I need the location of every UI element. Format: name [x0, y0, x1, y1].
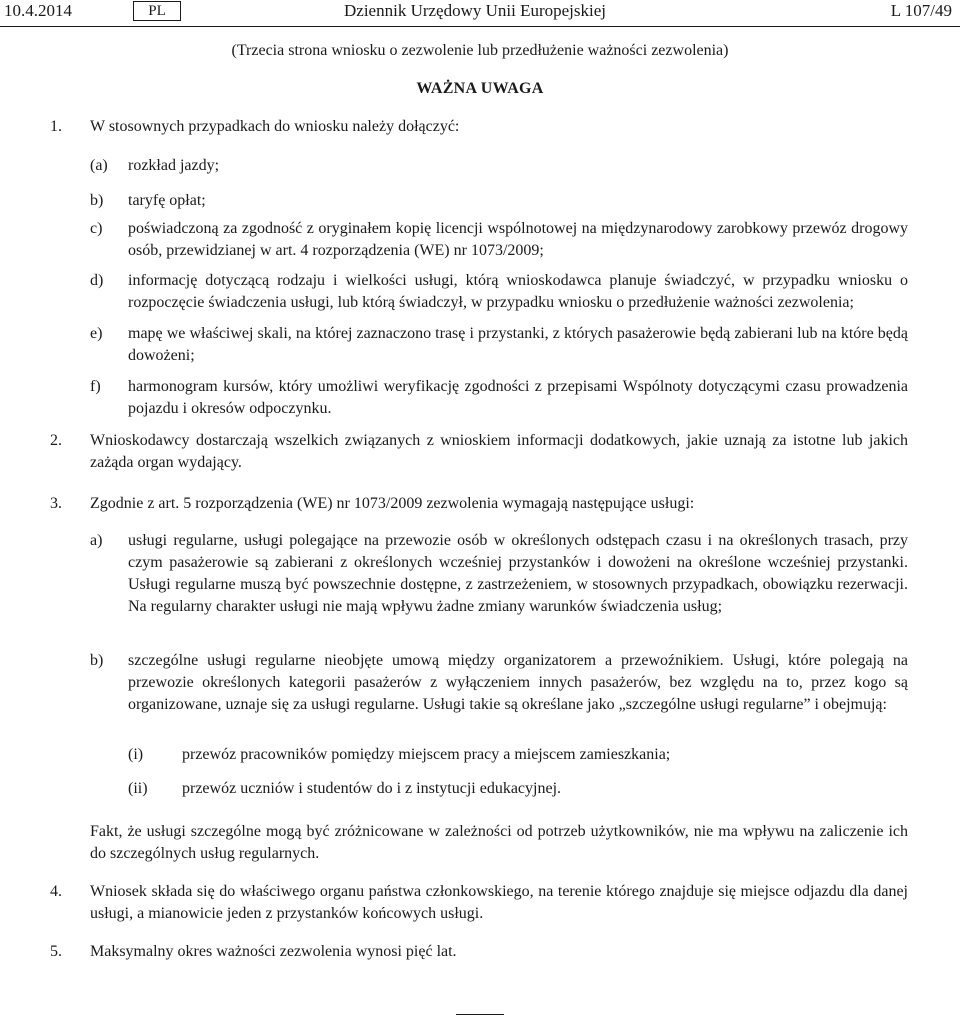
item-text: taryfę opłat;	[128, 192, 206, 209]
item-label: b)	[90, 192, 104, 209]
paragraph-number: 1.	[50, 118, 62, 135]
paragraph-number: 2.	[50, 432, 62, 449]
paragraph-text: Zgodnie z art. 5 rozporządzenia (WE) nr 1073/2009 zezwolenia wymagają następujące usługi:	[90, 495, 695, 512]
page-reference: L 107/49	[890, 1, 952, 20]
page-subtitle: (Trzecia strona wniosku o zezwolenie lub przedłużenie ważności zezwolenia)	[231, 42, 729, 59]
item-label: c)	[90, 220, 103, 237]
footer-rule	[456, 1014, 504, 1015]
publication-date: 10.4.2014	[4, 1, 72, 20]
subitem-label: (i)	[128, 746, 144, 763]
paragraph-text: W stosownych przypadkach do wniosku należy dołączyć:	[90, 118, 460, 135]
item-text: mapę we właściwej skali, na której zaznaczono trasę i przystanki, z których pasażerowie będą zabierani lub na które będą dowożeni;	[128, 325, 908, 364]
item-text: rozkład jazdy;	[128, 157, 220, 174]
item-text: informację dotyczącą rodzaju i wielkości usługi, którą wnioskodawca planuje świadczyć, w przypadku wniosku o rozpoczęcie świadczenia usługi, lub którą świadczył, w przypadku wniosku o przedłużenie ważności zezwolenia;	[128, 272, 908, 311]
notice-title: WAŻNA UWAGA	[416, 80, 544, 97]
item-text: harmonogram kursów, który umożliwi weryfikację zgodności z przepisami Wspólnoty dotyczącymi czasu prowadzenia pojazdu i okresów odpoczynku.	[128, 378, 908, 417]
item-label: b)	[90, 652, 104, 669]
subitem-text: przewóz pracowników pomiędzy miejscem pracy a miejscem zamieszkania;	[182, 746, 671, 763]
subitem-label: (ii)	[128, 780, 148, 797]
subitem-text: przewóz uczniów i studentów do i z instytucji edukacyjnej.	[182, 780, 562, 797]
item-label: f)	[90, 378, 101, 395]
item-label: (a)	[90, 157, 108, 174]
item-text: szczególne usługi regularne nieobjęte umową między organizatorem a przewoźnikiem. Usługi, które polegają na przewozie określonych kategorii pasażerów z wyłączeniem innych pasażerów, bez względu na to, przez kogo są organizowane, uznaje się za usługi regularne. Usługi takie są określane jako „szczególne usługi regularne” i obejmują:	[128, 652, 908, 713]
paragraph-text: Wniosek składa się do właściwego organu państwa członkowskiego, na terenie którego znajduje się miejsce odjazdu dla danej usługi, a mianowicie jeden z przystanków końcowych usługi.	[90, 883, 908, 922]
item-label: d)	[90, 272, 104, 289]
item-text: poświadczoną za zgodność z oryginałem kopię licencji wspólnotowej na międzynarodowy zarobkowy przewóz drogowy osób, przewidzianej w art. 4 rozporządzenia (WE) nr 1073/2009;	[128, 220, 908, 259]
journal-header	[0, 0, 960, 26]
closing-text: Fakt, że usługi szczególne mogą być zróżnicowane w zależności od potrzeb użytkowników, nie ma wpływu na zaliczenie ich do szczególnych usług regularnych.	[90, 823, 908, 862]
language-badge: PL	[133, 1, 181, 21]
paragraph-number: 5.	[50, 943, 62, 960]
journal-title: Dziennik Urzędowy Unii Europejskiej	[344, 1, 607, 20]
paragraph-number: 3.	[50, 495, 62, 512]
paragraph-text: Wnioskodawcy dostarczają wszelkich związanych z wnioskiem informacji dodatkowych, jakie uznają za istotne lub jakich zażąda organ wydający.	[90, 432, 908, 471]
item-text: usługi regularne, usługi polegające na przewozie osób w określonych odstępach czasu i na określonych trasach, przy czym pasażerowie są zabierani z określonych wcześniej przystanków i dowożeni na określone wcześniej przystanki. Usługi regularne muszą być powszechnie dostępne, z zastrzeżeniem, w stosownych przypadkach, obowiązku rezerwacji. Na regularny charakter usługi nie mają wpływu żadne zmiany warunków świadczenia usług;	[128, 532, 908, 615]
header-rule	[0, 26, 960, 27]
paragraph-text: Maksymalny okres ważności zezwolenia wynosi pięć lat.	[90, 943, 457, 960]
item-label: e)	[90, 325, 103, 342]
paragraph-number: 4.	[50, 883, 62, 900]
item-label: a)	[90, 532, 103, 549]
